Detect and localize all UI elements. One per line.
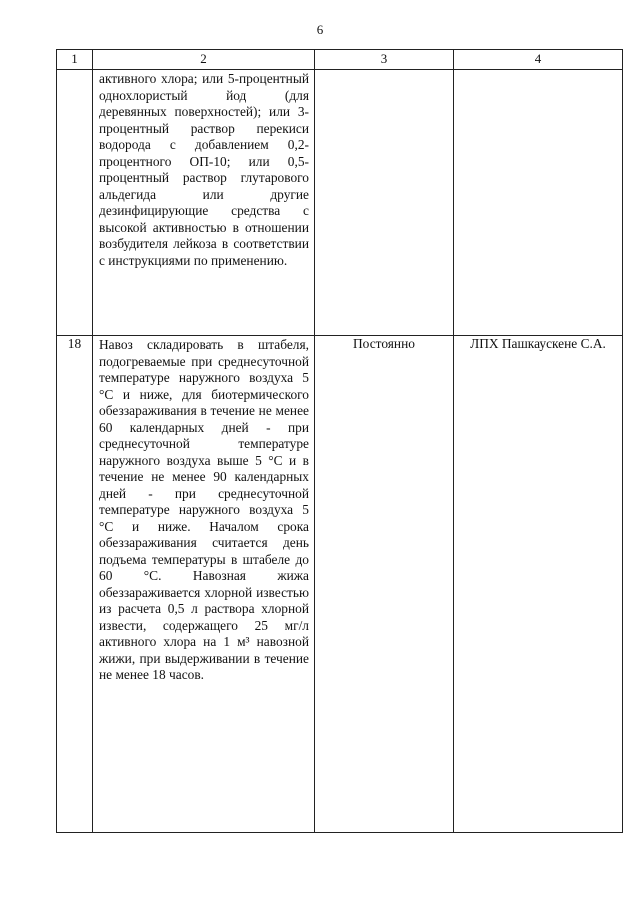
table-row [57,70,623,336]
measures-table [56,49,623,833]
row-number: 18 [57,336,93,833]
header-col-3: 3 [315,50,454,70]
header-col-4: 4 [454,50,623,70]
term-cell: Постоянно [315,336,454,833]
page-number: 6 [316,22,324,37]
measure-text: Навоз складировать в штабеля, подогреваемые при среднесуточной температуре наружного воздуха 5 °С и ниже, для биотермического обеззараживания в течение не менее 60 календарных дней - при среднесуточной температуре наружного воздуха выше 5 °С и в течение не менее 90 календарных дней - при среднесуточной температуре наружного воздуха 5 °С и ниже. Началом срока обеззараживания считается день подъема температуры в штабеле до 60 °С. Навозная жижа обеззараживается хлорной известью из расчета 0,5 л раствора хлорной извести, содержащего 25 мг/л активного хлора на 1 м³ навозной жижи, при выдерживании в течение не менее 18 часов. [99,337,309,682]
measure-cell [93,336,315,833]
row-number [57,70,93,336]
responsible-cell: ЛПХ Пашкаускене С.А. [454,336,623,833]
header-col-1: 1 [57,50,93,70]
measure-text: активного хлора; или 5-процентный однохлористый йод (для деревянных поверхностей); или 3-процентный раствор перекиси водорода с добавлением 0,2-процентного ОП-10; или 0,5-процентный раствор глутарового альдегида или другие дезинфицирующие средства с высокой активностью в отношении возбудителя лейкоза в соответствии с инструкциями по применению. [99,71,309,268]
table-row [57,336,623,833]
measure-cell [93,70,315,336]
responsible-cell [454,70,623,336]
header-col-2: 2 [93,50,315,70]
header-row [57,50,623,70]
term-cell [315,70,454,336]
